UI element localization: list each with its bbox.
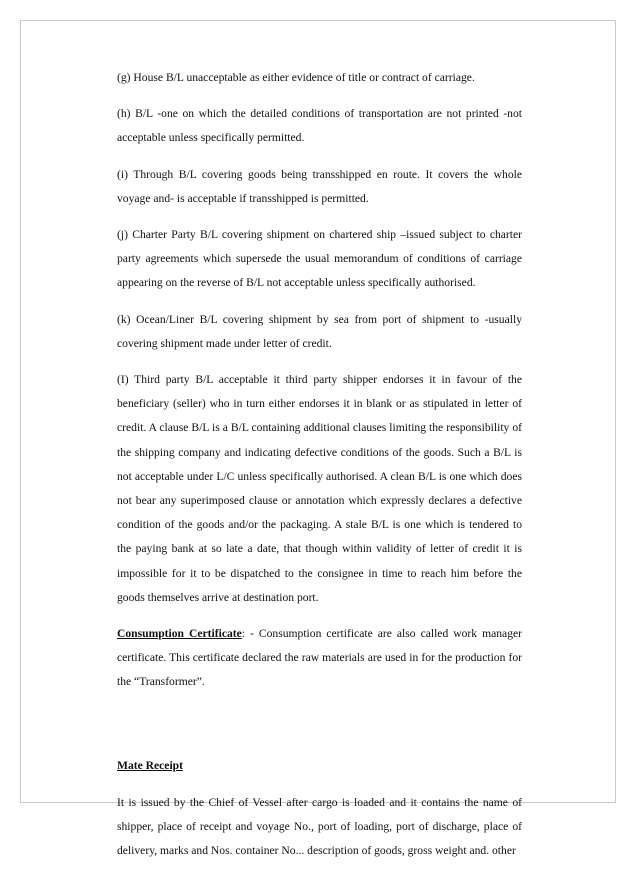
consumption-certificate-text: : - Consumption certificate are also called work manager certificate. This certificate declared the raw materials are used in for the production for the “Transformer”. xyxy=(117,627,522,689)
mate-receipt-paragraph: It is issued by the Chief of Vessel after cargo is loaded and it contains the name of shipper, place of receipt and voyage No., port of loading, port of discharge, place of delivery, marks and Nos. container No... description of goods, gross weight and. other xyxy=(117,795,522,858)
consumption-certificate-paragraph xyxy=(117,622,522,695)
paragraph-h: (h) B/L -one on which the detailed conditions of transportation are not printed -not acceptable unless specifically permitted. xyxy=(117,107,522,145)
paragraph-g: (g) House B/L unacceptable as either evidence of title or contract of carriage. xyxy=(117,71,475,84)
section-spacer xyxy=(117,707,522,754)
paragraph-j: (j) Charter Party B/L covering shipment on chartered ship –issued subject to charter party agreements which supersede the usual memorandum of conditions of carriage appearing on the reverse of B/L not acceptable unless specifically authorised. xyxy=(117,228,522,290)
paragraph-l: (I) Third party B/L acceptable it third party shipper endorses it in favour of the beneficiary (seller) who in turn either endorses it in blank or as stipulated in letter of credit. A clause B/L is a B/L containing additional clauses limiting the responsibility of the shipping company and indicating defective conditions of the goods. Such a B/L is not acceptable under L/C unless specifically authorised. A clean B/L is one which does not bear any superimposed clause or annotation which expressly declares a defective condition of the goods and/or the packaging. A stale B/L is one which is tendered to the paying bank at so late a date, that though within validity of letter of credit it is impossible for it to be dispatched to the consignee in time to reach him before the goods themselves arrive at destination port. xyxy=(117,373,522,604)
paragraph-i: (i) Through B/L covering goods being transshipped en route. It covers the whole voyage and- is acceptable if transshipped is permitted. xyxy=(117,167,522,205)
mate-receipt-heading: Mate Receipt xyxy=(117,758,183,772)
consumption-certificate-heading: Consumption Certificate xyxy=(117,627,242,641)
document-body xyxy=(117,66,522,875)
paragraph-k: (k) Ocean/Liner B/L covering shipment by sea from port of shipment to -usually covering shipment made under letter of credit. xyxy=(117,312,522,350)
